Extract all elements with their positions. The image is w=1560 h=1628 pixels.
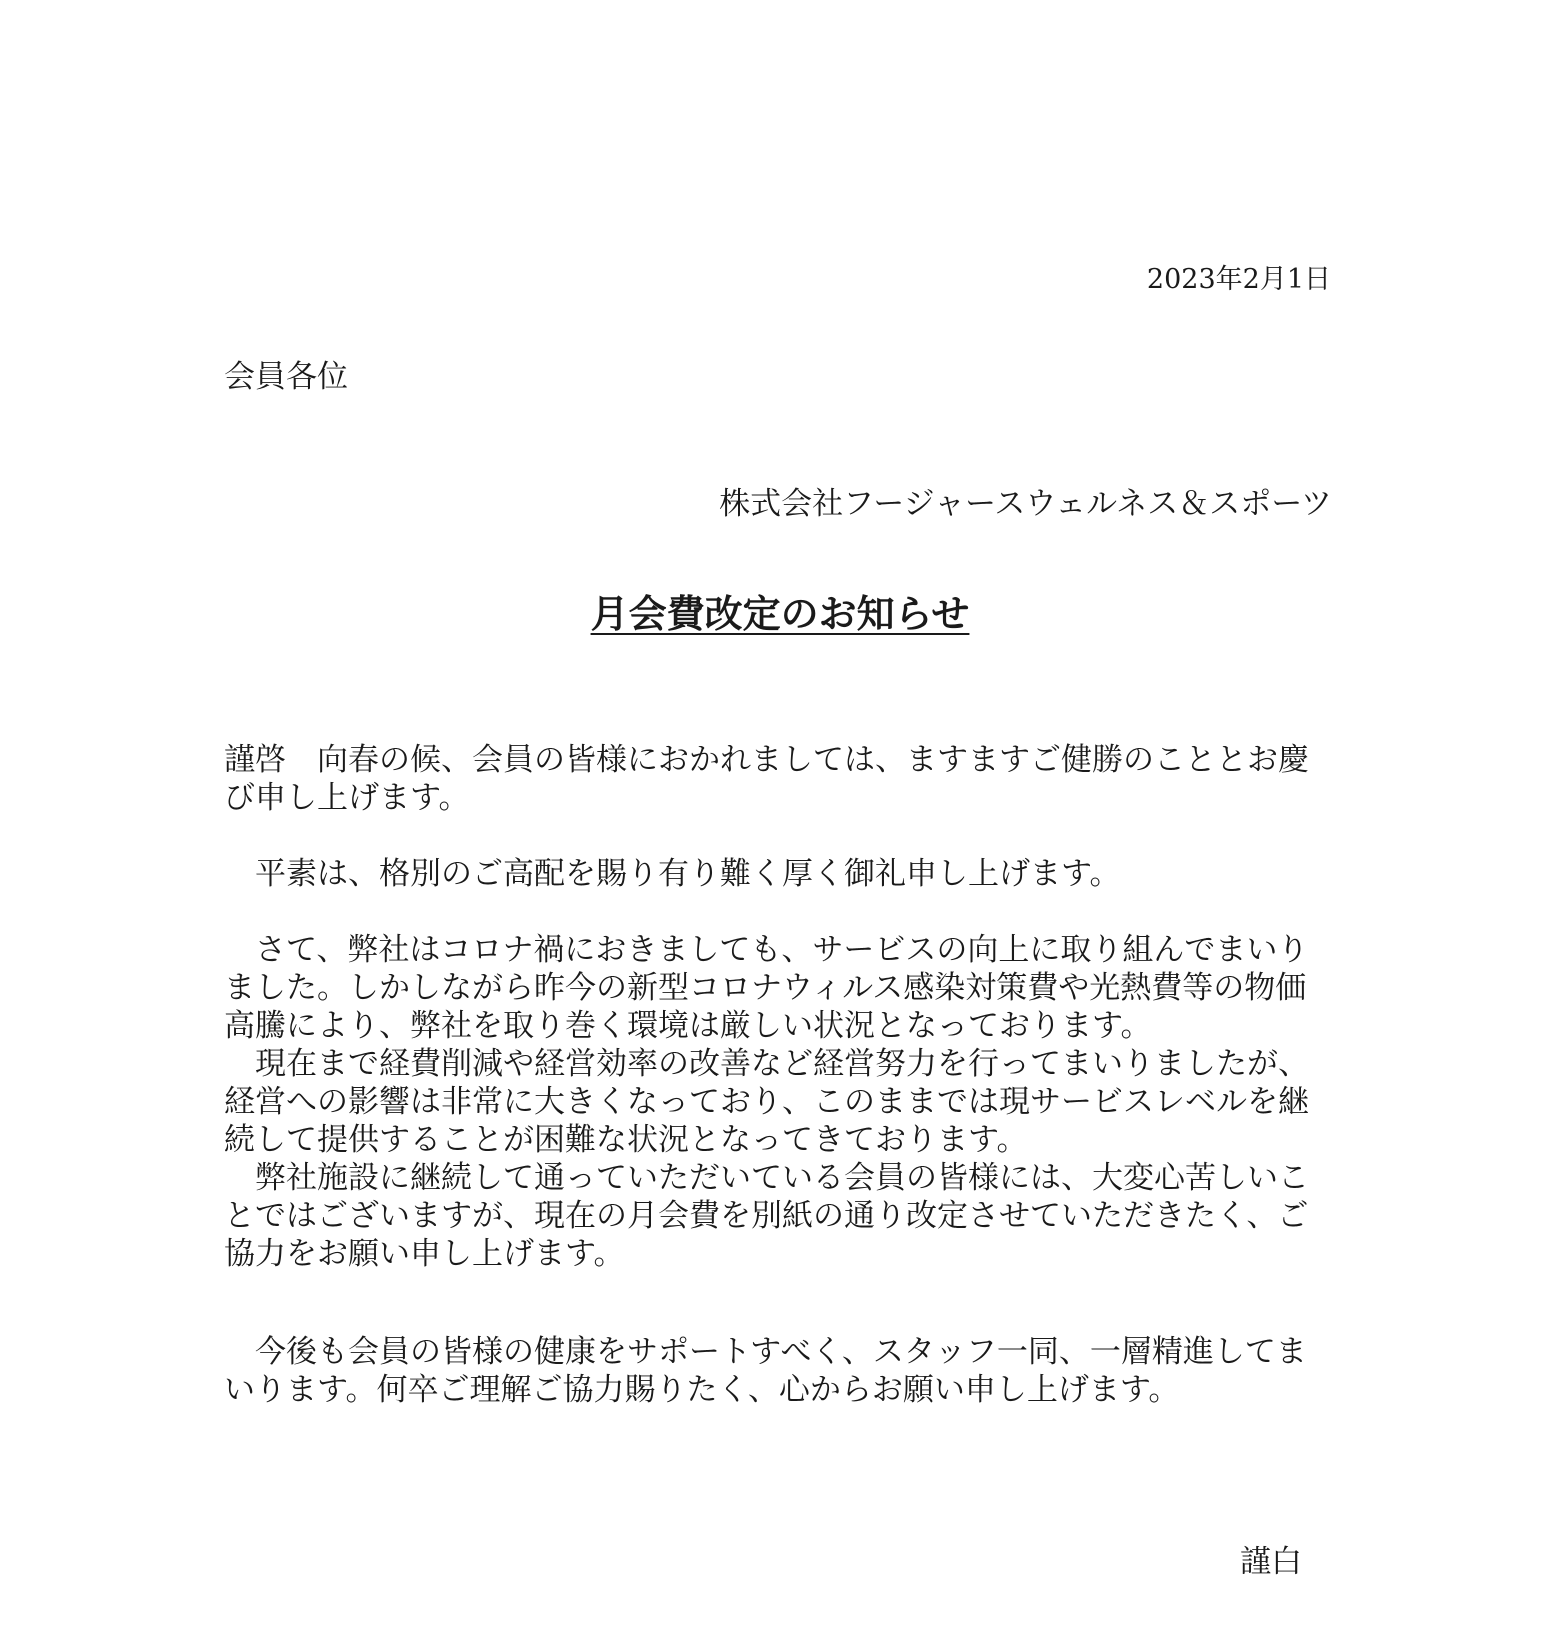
- body-line: 経営への影響は非常に大きくなっており、このままでは現サービスレベルを継: [224, 1084, 1309, 1120]
- addressee: 会員各位: [224, 359, 348, 395]
- body-line: とではございますが、現在の月会費を別紙の通り改定させていただきたく、ご: [224, 1198, 1309, 1234]
- letter-date: 2023年2月1日: [1146, 264, 1331, 295]
- body-line: 弊社施設に継続して通っていただいている会員の皆様には、大変心苦しいこ: [224, 1160, 1309, 1196]
- body-line: ました。しかしながら昨今の新型コロナウィルス感染対策費や光熱費等の物価: [224, 970, 1307, 1006]
- sender-company: 株式会社フージャースウェルネス＆スポーツ: [719, 486, 1332, 522]
- body-line: 謹啓 向春の候、会員の皆様におかれましては、ますますご健勝のこととお慶: [224, 742, 1309, 778]
- body-line: 続して提供することが困難な状況となってきております。: [224, 1122, 1028, 1158]
- notice-title: [0, 590, 1560, 638]
- body-line: 高騰により、弊社を取り巻く環境は厳しい状況となっております。: [224, 1008, 1152, 1044]
- body-line: いります。何卒ご理解ご協力賜りたく、心からお願い申し上げます。: [224, 1372, 1180, 1408]
- notice-title-text: 月会費改定のお知らせ: [590, 591, 970, 636]
- body-line: 平素は、格別のご高配を賜り有り難く厚く御礼申し上げます。: [224, 856, 1121, 892]
- body-line: 協力をお願い申し上げます。: [224, 1236, 625, 1272]
- body-line: び申し上げます。: [224, 780, 470, 816]
- body-line: さて、弊社はコロナ禍におきましても、サービスの向上に取り組んでまいり: [224, 932, 1309, 968]
- body-line: 今後も会員の皆様の健康をサポートすべく、スタッフ一同、一層精進してま: [224, 1334, 1307, 1370]
- body-line: 現在まで経費削減や経営効率の改善など経営努力を行ってまいりましたが、: [224, 1046, 1309, 1082]
- closing-word: 謹白: [1240, 1544, 1302, 1580]
